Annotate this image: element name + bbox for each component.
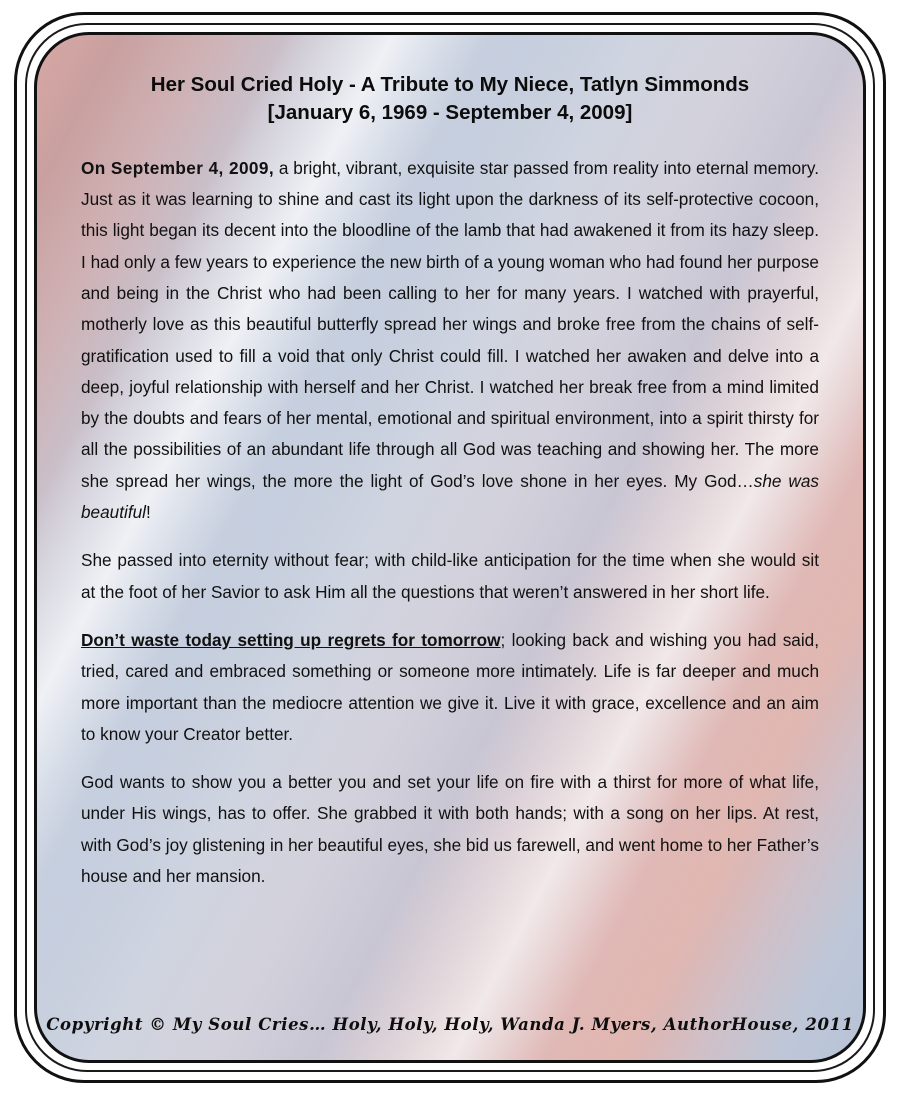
paragraph-1-body: a bright, vibrant, exquisite star passed from reality into eternal memory. Just as it was learning to shine and cast its light upon the darkness of its self-protective cocoon, this light began its decent into the bloodline of the lamb that had awakened it from its hazy sleep. I had only a few years to experience the new birth of a young woman who had found her purpose and being in the Christ who had been calling to her for many years. I watched with prayerful, motherly love as this beautiful butterfly spread her wings and broke free from the chains of self-gratification used to fill a void that only Christ could fill. I watched her awaken and delve into a deep, joyful relationship with herself and her Christ. I watched her break free from a mind limited by the doubts and fears of her mental, emotional and spiritual environment, into a spirit thirsty for all the possibilities of an abundant life through all God was teaching and showing her. The more she spread her wings, the more the light of God’s love shone in her eyes. My God…	[81, 157, 819, 491]
paragraph-3-body: ; looking back and wishing you had said, tried, cared and embraced something or someone more intimately. Life is far deeper and much more important than the mediocre attention we give it. Live it with grace, excellence and an aim to know your Creator better.	[81, 629, 819, 744]
paragraph-1	[81, 153, 819, 529]
paragraph-4: God wants to show you a better you and set your life on fire with a thirst for more of what life, under His wings, has to offer. She grabbed it with both hands; with a song on her lips. At rest, with God’s joy glistening in her beautiful eyes, she bid us farewell, and went home to her Father’s house and her mansion.	[81, 772, 819, 886]
page-subtitle: [January 6, 1969 - September 4, 2009]	[267, 100, 633, 124]
paragraph-1-lead: On September 4, 2009,	[81, 157, 274, 178]
document-content	[37, 35, 863, 1060]
paragraph-1-italic: she was beautiful	[81, 470, 819, 523]
paragraph-2: She passed into eternity without fear; with child-like anticipation for the time when she would sit at the foot of her Savior to ask Him all the questions that weren’t answered in her short life.	[81, 550, 819, 602]
copyright-notice: Copyright © My Soul Cries… Holy, Holy, Holy, Wanda J. Myers, AuthorHouse, 2011	[46, 1015, 854, 1034]
decorative-frame-middle	[25, 23, 875, 1072]
document-panel	[34, 32, 866, 1063]
paragraph-3	[81, 625, 819, 750]
page-title: Her Soul Cried Holy - A Tribute to My Niece, Tatlyn Simmonds	[150, 73, 750, 96]
paragraph-1-tail: !	[145, 502, 151, 523]
decorative-frame-outer	[14, 12, 886, 1083]
paragraph-3-emphasis: Don’t waste today setting up regrets for tomorrow	[81, 629, 501, 650]
